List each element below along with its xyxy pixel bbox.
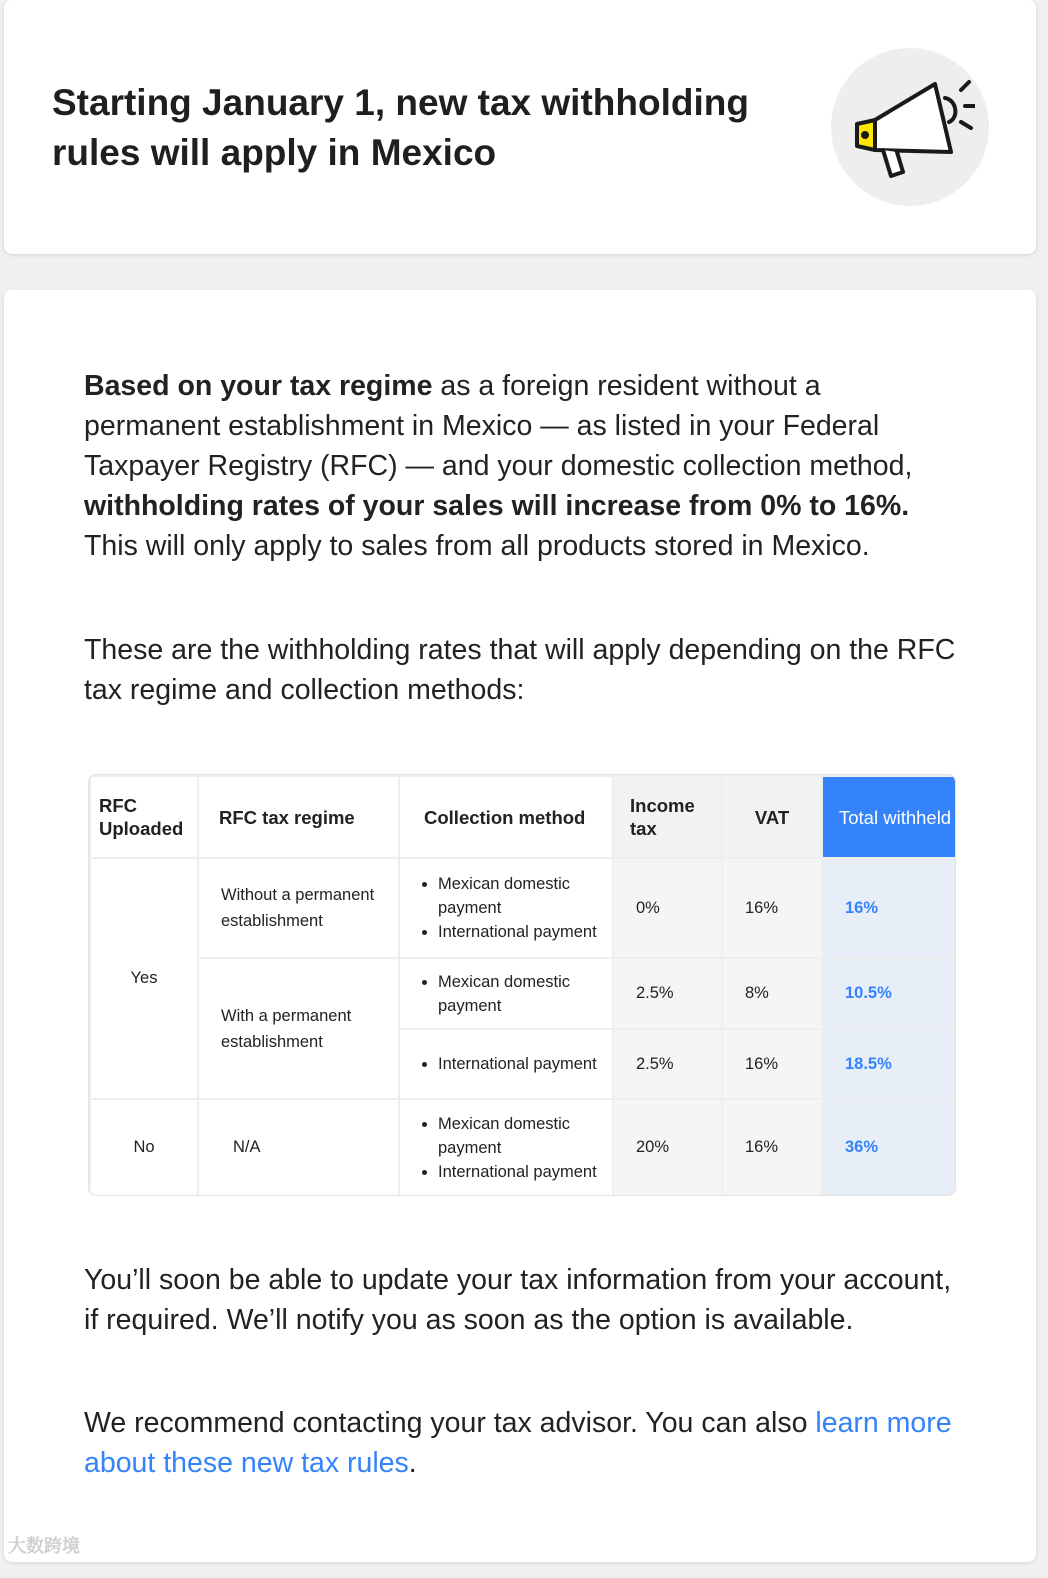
vat-value: 16% (722, 1099, 822, 1196)
rfc-uploaded-no: No (90, 1099, 198, 1196)
vat-value: 8% (722, 958, 822, 1029)
announcement-title: Starting January 1, new tax withholding rules will apply in Mexico (52, 82, 749, 173)
income-tax-value: 2.5% (613, 958, 722, 1029)
collection-methods (399, 858, 613, 958)
watermark-logo: 大数跨境 (8, 1536, 80, 1556)
method-item: • Mexican domestic payment (438, 970, 612, 1018)
intro-bold-start: Based on your tax regime (84, 370, 433, 402)
total-withheld-value: 16% (822, 858, 956, 958)
method-item: • International payment (438, 1052, 612, 1076)
table-header-row (90, 776, 956, 858)
intro-text-1: as a foreign resident without a permanent establishment in Mexico — as listed in your Federal Taxpayer Registry (RFC) — and your domestic collection method, (84, 370, 913, 482)
advisor-text: We recommend contacting your tax advisor. You can also (84, 1407, 816, 1439)
collection-methods (399, 958, 613, 1029)
vat-value: 16% (722, 1029, 822, 1099)
header-rfc-tax-regime: RFC tax regime (198, 776, 399, 858)
intro-bold-rate: withholding rates of your sales will increase from 0% to 16%. (84, 490, 910, 522)
income-tax-value: 0% (613, 858, 722, 958)
advisor-end: . (408, 1447, 417, 1479)
learn-more-link[interactable]: learn more about these new tax rules (84, 1407, 952, 1479)
rfc-uploaded-yes: Yes (90, 858, 198, 1099)
announcement-body-card (4, 290, 1036, 1562)
regime-with-pe: With a permanent establishment (198, 958, 399, 1099)
income-tax-value: 20% (613, 1099, 722, 1196)
regime-na: N/A (198, 1099, 399, 1196)
header-collection-method: Collection method (399, 776, 613, 858)
megaphone-icon-circle (831, 48, 989, 206)
vat-value: 16% (722, 858, 822, 958)
header-vat: VAT (722, 776, 822, 858)
total-withheld-value: 10.5% (822, 958, 956, 1029)
table-row (90, 858, 956, 958)
method-item: • International payment (438, 1160, 612, 1184)
announcement-header-card (4, 0, 1036, 254)
total-withheld-value: 36% (822, 1099, 956, 1196)
method-item: • Mexican domestic payment (438, 1112, 612, 1160)
withholding-rates-table (88, 774, 956, 1196)
method-item: • Mexican domestic payment (438, 872, 612, 920)
rates-intro-paragraph: These are the withholding rates that will apply depending on the RFC tax regime and collection methods: (84, 634, 956, 706)
collection-methods (399, 1029, 613, 1099)
collection-methods (399, 1099, 613, 1196)
header-rfc-uploaded: RFC Uploaded (90, 776, 198, 858)
megaphone-icon (845, 72, 975, 182)
method-item: • International payment (438, 920, 612, 944)
header-income-tax: Income tax (613, 776, 722, 858)
header-total-withheld: Total withheld (822, 776, 956, 858)
table-row (90, 958, 956, 1029)
table-row (90, 1099, 956, 1196)
regime-without-pe: Without a permanent establishment (198, 858, 399, 958)
total-withheld-value: 18.5% (822, 1029, 956, 1099)
intro-text-2: This will only apply to sales from all products stored in Mexico. (84, 530, 870, 562)
intro-paragraph (84, 366, 964, 566)
income-tax-value: 2.5% (613, 1029, 722, 1099)
advisor-paragraph (84, 1403, 964, 1483)
update-info-paragraph: You’ll soon be able to update your tax information from your account, if required. We’ll notify you as soon as the option is available. (84, 1264, 952, 1336)
